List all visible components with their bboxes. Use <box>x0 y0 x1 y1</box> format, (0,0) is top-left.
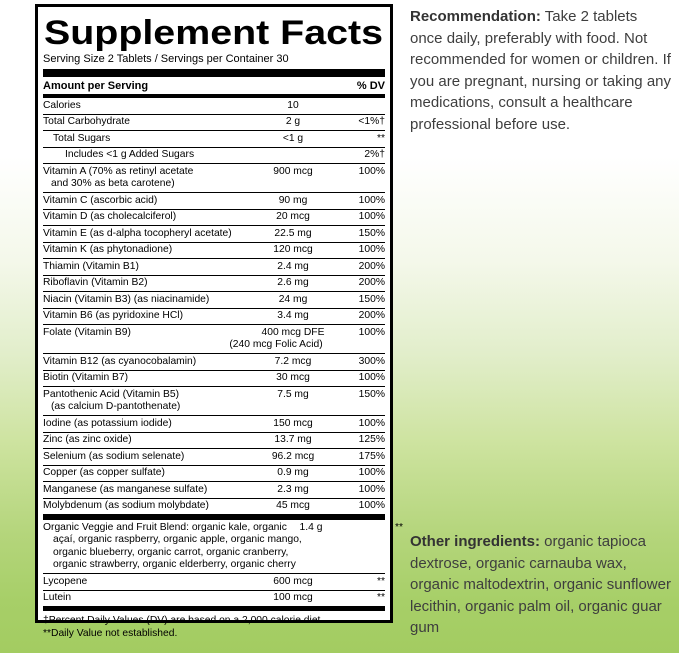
nutrient-row <box>43 573 385 590</box>
nutrient-amount: 120 mcg <box>273 244 313 255</box>
nutrient-name: Biotin (Vitamin B7) <box>43 372 129 383</box>
nutrient-dv: ** <box>376 575 385 587</box>
nutrient-row <box>43 130 385 147</box>
nutrient-name: Manganese (as manganese sulfate) <box>43 483 208 495</box>
nutrient-row <box>43 415 385 432</box>
column-header-row <box>43 77 385 94</box>
nutrient-amount: 600 mcg <box>273 575 313 587</box>
nutrient-name: Calories <box>43 99 81 111</box>
nutrient-amount-line2: (240 mcg Folic Acid) <box>229 339 323 350</box>
nutrient-name: Molybdenum (as sodium molybdate) <box>43 500 209 511</box>
nutrient-name: Total Carbohydrate <box>43 116 131 127</box>
nutrient-name: Organic Veggie and Fruit Blend: organic kale, organic açaí, organic raspberry, organic apple, organic mango, organic blueberry, organic carrot, organic cranberry, organic strawberry, organic elderberry, organic cherry <box>43 521 302 570</box>
nutrient-dv: ** <box>394 521 403 533</box>
nutrient-dv: 100% <box>358 244 385 255</box>
supplement-facts-panel <box>35 4 403 639</box>
nutrient-name: Copper (as copper sulfate) <box>43 467 165 478</box>
nutrient-amount: 10 <box>287 99 299 111</box>
nutrient-name: Folate (Vitamin B9) <box>43 326 131 338</box>
nutrient-row <box>43 448 385 465</box>
nutrient-dv: 100% <box>358 326 385 338</box>
nutrient-dv: 100% <box>358 417 385 429</box>
nutrient-amount: 96.2 mcg <box>271 450 315 462</box>
nutrient-amount: 0.9 mg <box>277 467 309 478</box>
nutrient-row <box>43 308 385 325</box>
nutrient-amount: 22.5 mg <box>274 227 312 239</box>
nutrient-row <box>43 114 385 131</box>
nutrient-name: Lycopene <box>43 575 88 587</box>
nutrient-row <box>43 520 403 573</box>
blend-table <box>43 520 403 606</box>
nutrient-dv: 100% <box>358 500 385 511</box>
nutrient-name: Selenium (as sodium selenate) <box>43 450 185 462</box>
nutrient-amount: 900 mcg <box>273 165 313 177</box>
nutrient-amount: 2.6 mg <box>277 277 309 288</box>
nutrient-name: Total Sugars <box>53 132 111 144</box>
recommendation-text <box>410 6 673 135</box>
nutrient-amount: <1 g <box>282 132 304 144</box>
nutrient-dv: 100% <box>358 211 385 222</box>
nutrient-table <box>43 98 385 514</box>
nutrient-dv: 150% <box>358 227 385 239</box>
nutrient-dv: 100% <box>358 194 385 206</box>
nutrient-dv: 125% <box>358 434 385 445</box>
nutrient-name: Includes <1 g Added Sugars <box>65 149 195 160</box>
nutrient-amount: 13.7 mg <box>274 434 312 445</box>
nutrient-row <box>43 192 385 209</box>
divider-thick <box>43 69 385 77</box>
nutrient-row <box>43 209 385 226</box>
nutrient-amount: 100 mcg <box>273 592 313 603</box>
nutrient-row <box>43 590 385 607</box>
nutrient-row <box>43 275 385 292</box>
nutrient-amount: 20 mcg <box>276 211 310 222</box>
nutrient-amount: 7.2 mcg <box>274 355 312 367</box>
nutrient-name: Niacin (Vitamin B3) (as niacinamide) <box>43 293 210 305</box>
nutrient-name: Vitamin D (as cholecalciferol) <box>43 211 177 222</box>
nutrient-amount: 3.4 mg <box>277 310 309 321</box>
nutrient-row <box>43 353 385 370</box>
nutrient-amount: 1.4 g <box>299 521 323 533</box>
nutrient-row <box>43 465 385 482</box>
supplement-facts-title <box>43 11 385 51</box>
nutrient-dv: ** <box>376 592 385 603</box>
nutrient-name: Vitamin E (as d-alpha tocopheryl acetate) <box>43 227 232 239</box>
nutrient-row <box>43 147 385 164</box>
nutrient-amount: 150 mcg <box>273 417 313 429</box>
nutrient-dv: 2%† <box>364 149 385 160</box>
other-ingredients-text <box>410 531 673 639</box>
nutrient-amount: 400 mcg DFE (240 mcg Folic Acid) <box>247 327 339 352</box>
other-ingredients-body: organic tapioca dextrose, organic carnauba wax, organic maltodextrin, organic sunflower lecithin, organic palm oil, organic guar gum <box>410 533 671 636</box>
nutrient-row <box>43 291 385 308</box>
nutrient-amount: 30 mcg <box>276 372 310 383</box>
nutrient-dv: 150% <box>358 293 385 305</box>
nutrient-amount: 2 g <box>285 116 301 127</box>
nutrient-name: Vitamin C (ascorbic acid) <box>43 194 158 206</box>
nutrient-dv: 200% <box>358 260 385 272</box>
nutrient-amount: 7.5 mg <box>277 388 309 400</box>
nutrient-amount: 90 mg <box>278 194 308 206</box>
nutrient-name: Vitamin B6 (as pyridoxine HCl) <box>43 310 184 321</box>
nutrient-dv: ** <box>376 132 385 144</box>
nutrient-name-line2: (as calcium D-pantothenate) <box>51 401 181 412</box>
nutrient-name: Vitamin B12 (as cyanocobalamin) <box>43 355 197 367</box>
nutrient-row <box>43 432 385 449</box>
nutrient-row <box>43 386 385 415</box>
nutrient-name: Zinc (as zinc oxide) <box>43 434 132 445</box>
nutrient-amount: 2.3 mg <box>277 483 309 495</box>
nutrient-dv: 100% <box>358 467 385 478</box>
nutrient-name: Vitamin A (70% as retinyl acetate and 30% as beta carotene) <box>43 166 247 191</box>
nutrient-dv: 175% <box>358 450 385 462</box>
nutrient-dv: 200% <box>358 277 385 288</box>
nutrient-name: Riboflavin (Vitamin B2) <box>43 277 148 288</box>
nutrient-row <box>43 481 385 498</box>
nutrient-name: Thiamin (Vitamin B1) <box>43 260 139 272</box>
nutrient-row <box>43 242 385 259</box>
nutrient-amount: 2.4 mg <box>277 260 309 272</box>
nutrient-name: Lutein <box>43 592 72 603</box>
nutrient-dv: 150% <box>358 388 385 400</box>
nutrient-name: Vitamin K (as phytonadione) <box>43 244 173 255</box>
panel-title-text: Supplement Facts <box>43 13 384 52</box>
nutrient-row <box>43 324 385 353</box>
nutrient-row <box>43 258 385 275</box>
nutrient-dv: 300% <box>358 355 385 367</box>
amount-per-serving-label: Amount per Serving <box>43 80 149 92</box>
nutrient-row <box>43 163 385 192</box>
recommendation-body: Take 2 tablets once daily, preferably with food. Not recommended for women or children. If you are pregnant, nursing or taking any medications, consult a healthcare professional before use. <box>410 8 671 133</box>
nutrient-name-line2: and 30% as beta carotene) <box>51 178 175 189</box>
nutrient-row <box>43 498 385 515</box>
nutrient-amount: 24 mg <box>278 293 308 305</box>
nutrient-name: Iodine (as potassium iodide) <box>43 417 172 429</box>
nutrient-amount: 45 mcg <box>276 500 310 511</box>
recommendation-label: Recommendation: <box>410 8 541 25</box>
nutrient-dv: 100% <box>358 165 385 177</box>
footnote-not-established: **Daily Value not established. <box>43 628 178 639</box>
serving-size-line: Serving Size 2 Tablets / Servings per Container 30 <box>43 53 289 65</box>
nutrient-row <box>43 225 385 242</box>
nutrient-name: Pantothenic Acid (Vitamin B5) (as calcium D-pantothenate) <box>43 389 247 414</box>
nutrient-dv: 200% <box>358 310 385 321</box>
nutrient-dv: 100% <box>358 483 385 495</box>
nutrient-row <box>43 98 385 114</box>
nutrient-dv: 100% <box>358 372 385 383</box>
nutrient-dv: <1%† <box>358 116 385 127</box>
percent-dv-label: % DV <box>356 80 385 92</box>
other-ingredients-label: Other ingredients: <box>410 533 541 550</box>
footnote-daily-values: †Percent Daily Values (DV) are based on a 2,000 calorie diet. <box>43 615 324 626</box>
nutrient-row <box>43 370 385 387</box>
footnotes <box>43 611 385 642</box>
